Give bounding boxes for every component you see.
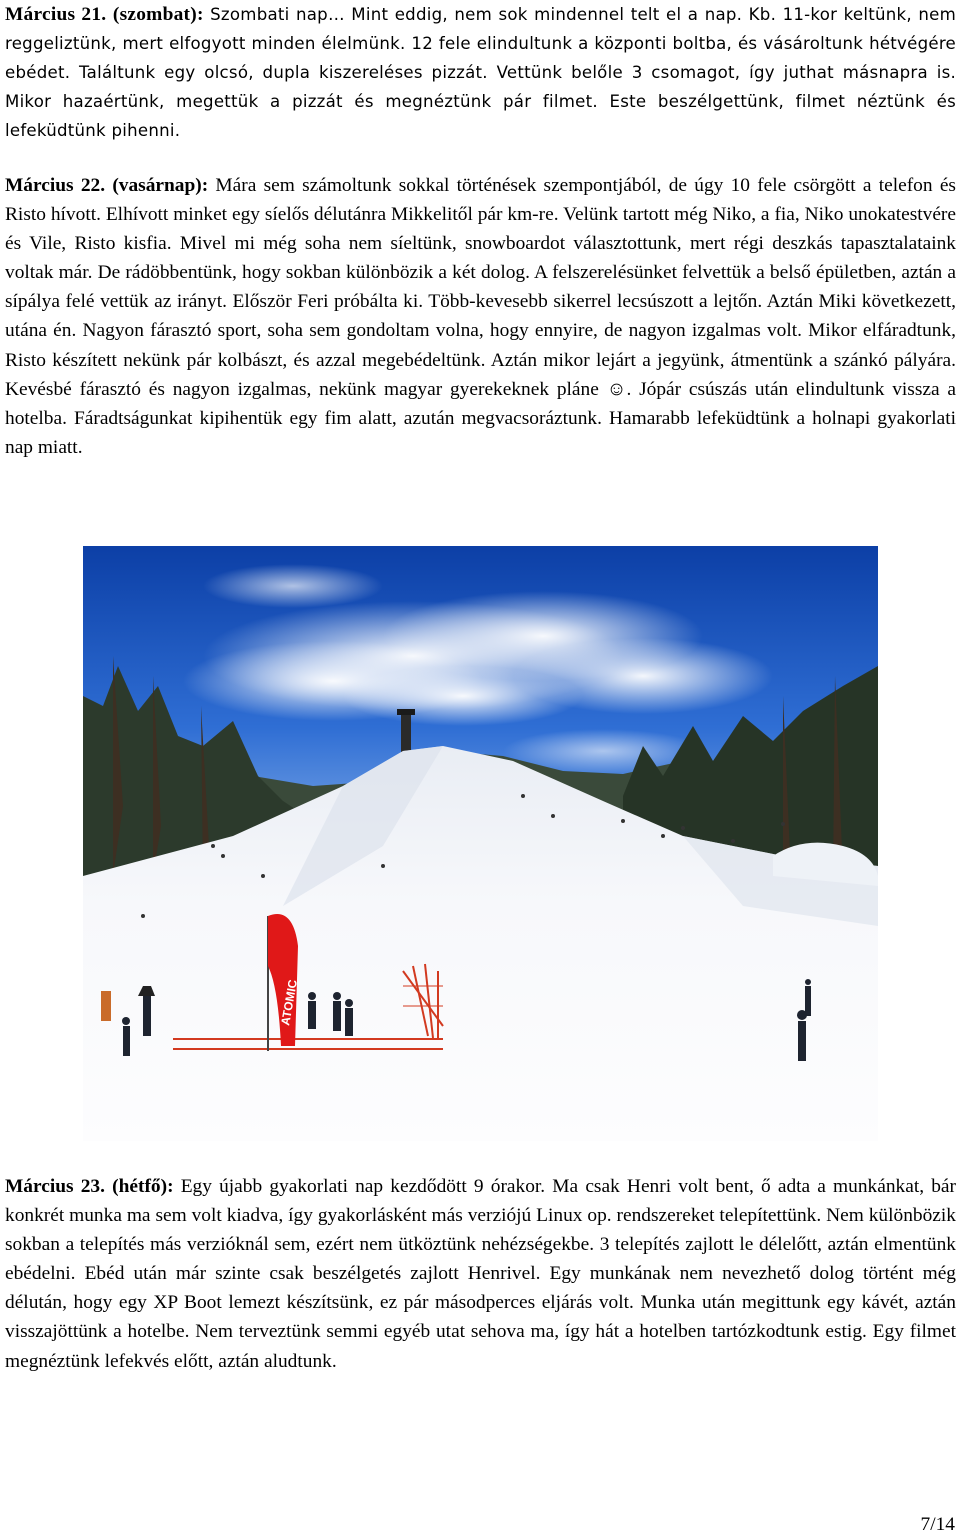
entry-day: (vasárnap): [112, 175, 209, 196]
atomic-banner-text: ATOMIC [278, 978, 300, 1027]
diary-entry-march-22 [5, 171, 956, 462]
entry-day: (szombat): [112, 4, 204, 25]
entry-date: Március 22. [5, 175, 106, 196]
entry-day: (hétfő): [112, 1176, 174, 1197]
entry-date: Március 23. [5, 1176, 105, 1197]
entry-date: Március 21. [5, 4, 107, 25]
entry-text: Szombati nap… Mint eddig, nem sok mindennel telt el a nap. Kb. 11-kor keltünk, nem reggeliztünk, mert elfogyott minden élelmünk. 12 fele elindultunk a központi boltba, és vásároltunk hétvégére ebédet. Találtunk egy olcsó, dupla kiszereléses pizzát. Vettünk belőle 3 csomagot, így juthat másnapra is. Mikor hazaértünk, megettük a pizzát és megnéztünk pár filmet. Este beszélgettünk, filmet néztünk és lefeküdtünk pihenni. [5, 5, 957, 141]
diary-entry-march-21 [5, 0, 956, 145]
entry-text: Egy újabb gyakorlati nap kezdődött 9 órakor. Ma csak Henri volt bent, ő adta a munkánkat, bár konkrét munka ma sem volt kiadva, így gyakorlásként más verziójú Linux op. rendszereket telepítettünk. Nem különbözik sokban a telepítés más verzióknál sem, ezért nem ütköztünk nehézségekbe. 3 telepítés zajlott le délelőtt, aztán elmentünk ebédelni. Ebéd után már szinte csak beszélgetés zajlott Henrivel. Egy munkának nem nevezhető dolog történt még délután, hogy egy XP Boot lemezt készítsünk, ez pár másodperces eljárás volt. Munka után megittunk egy kávét, aztán visszajöttünk a hotelbe. Nem terveztünk semmi egyéb utat sehova ma, így hát a hotelben tartózkodtunk estig. Egy filmet megnéztünk lefekvés előtt, aztán aludtunk. [5, 1176, 956, 1372]
entry-text: Mára sem számoltunk sokkal történések szempontjából, de úgy 10 fele csörgött a telefon és Risto hívott. Elhívott minket egy síelős délutánra Mikkelitől pár km-re. Velünk tartott még Niko, a fia, Niko unokatestvére és Vile, Risto kisfia. Mivel mi még soha nem síeltünk, snowboardot választottunk, mert régi deszkás tapasztalataink voltak már. De rádöbbentünk, hogy sokban különbözik a két dolog. A felszerelésünket felvettük a belső épületben, aztán a sípálya felé vettük az irányt. Először Feri próbálta ki. Több-kevesebb sikerrel lecsúszott a lejtőn. Aztán Miki következett, utána én. Nagyon fárasztó sport, soha sem gondoltam volna, hogy ennyire, de nagyon izgalmas volt. Mikor elfáradtunk, Risto készített nekünk pár kolbászt, és azzal megebédeltünk. Aztán mikor lejárt a jegyünk, átmentünk a szánkó pályára. Kevésbé fárasztó és nagyon izgalmas, nekünk magyar gyerekeknek pláne ☺. Jópár csúszás után elindultunk vissza a hotelba. Fáradtságunkat kipihentük egy fim alatt, azután megvacsoráztunk. Hamarabb lefeküdtünk a holnapi gyakorlati nap miatt. [5, 175, 956, 458]
ski-slope-photo [83, 546, 878, 1141]
page-number: 7/14 [920, 1514, 955, 1535]
diary-entry-march-23 [5, 1172, 956, 1376]
